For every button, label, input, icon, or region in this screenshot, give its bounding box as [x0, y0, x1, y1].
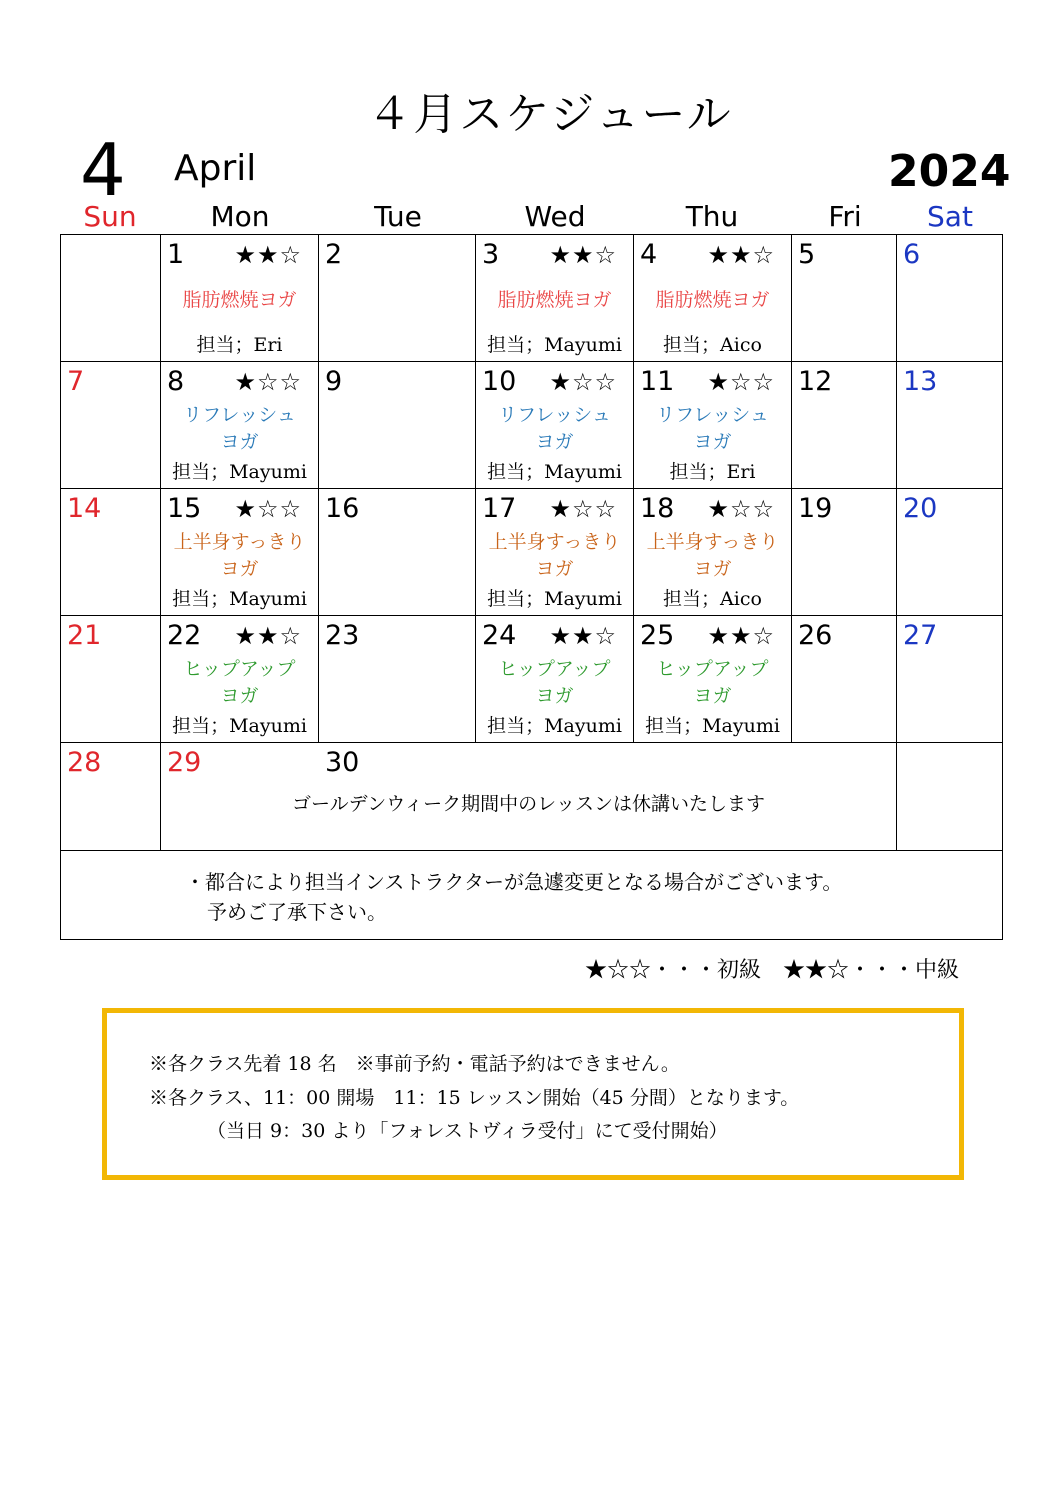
weekday-sat: Sat [927, 200, 973, 233]
class-name [634, 656, 791, 710]
month-name: April [174, 148, 257, 189]
calendar-cell [897, 743, 1003, 851]
weekday-tue: Tue [374, 200, 422, 233]
day-number: 4 [640, 239, 658, 270]
calendar-cell [61, 235, 161, 362]
difficulty-stars: ★☆☆ [707, 495, 775, 523]
calendar-cell [897, 235, 1003, 362]
class-name-line: ヨガ [220, 685, 259, 707]
day-number: 7 [67, 366, 85, 397]
notice-line: ・都合により担当インストラクターが急遽変更となる場合がございます。 [185, 870, 843, 894]
class-name [476, 287, 633, 314]
instructor-name: 担当；Aico [663, 588, 762, 610]
difficulty-stars: ★☆☆ [234, 495, 302, 523]
info-line: ※各クラス、11：00 開場 11：15 レッスン開始（45 分間）となります。 [149, 1087, 800, 1109]
golden-week-notice: ゴールデンウィーク期間中のレッスンは休講いたします [292, 793, 765, 815]
day-number: 28 [67, 747, 102, 778]
class-name-line: 上半身すっきり [646, 531, 779, 553]
class-name [476, 656, 633, 710]
day-number: 13 [903, 366, 938, 397]
calendar-week-row [61, 616, 1003, 743]
calendar-cell [161, 616, 319, 743]
day-number: 22 [167, 620, 202, 651]
class-name-line: 上半身すっきり [173, 531, 306, 553]
calendar-cell [792, 362, 897, 489]
notice-line: 予めご了承下さい。 [207, 900, 387, 924]
info-line: ※各クラス先着 18 名 ※事前予約・電話予約はできません。 [149, 1053, 680, 1075]
weekday-mon: Mon [210, 200, 270, 233]
class-name-line: ヨガ [693, 685, 732, 707]
class-name-line: 上半身すっきり [488, 531, 621, 553]
instructor-name: 担当；Mayumi [645, 715, 780, 737]
difficulty-stars: ★☆☆ [707, 368, 775, 396]
difficulty-stars: ★☆☆ [549, 495, 617, 523]
class-name [634, 287, 791, 314]
day-number: 21 [67, 620, 102, 651]
class-name-line: ヨガ [220, 558, 259, 580]
difficulty-stars: ★★☆ [707, 622, 775, 650]
calendar-cell [897, 489, 1003, 616]
golden-week-cell [161, 743, 897, 851]
day-number: 9 [325, 366, 343, 397]
day-number: 23 [325, 620, 360, 651]
class-name-line: 脂肪燃焼ヨガ [182, 289, 297, 311]
day-number: 24 [482, 620, 517, 651]
class-name [634, 529, 791, 583]
calendar-cell [897, 616, 1003, 743]
calendar-cell [319, 235, 476, 362]
day-number: 25 [640, 620, 675, 651]
month-number: 4 [80, 128, 126, 212]
class-name-line: リフレッシュ [183, 404, 296, 426]
calendar-grid [60, 234, 1003, 940]
day-number: 16 [325, 493, 360, 524]
class-name-line: ヨガ [693, 431, 732, 453]
instructor-name: 担当；Aico [663, 334, 762, 356]
class-name-line: ヨガ [693, 558, 732, 580]
day-number: 17 [482, 493, 517, 524]
instructor-name: 担当；Mayumi [487, 334, 622, 356]
class-name-line: ヨガ [535, 431, 574, 453]
difficulty-stars: ★☆☆ [549, 368, 617, 396]
class-name-line: 脂肪燃焼ヨガ [655, 289, 770, 311]
instructor-name: 担当；Mayumi [487, 588, 622, 610]
difficulty-stars: ★☆☆ [234, 368, 302, 396]
weekday-wed: Wed [524, 200, 586, 233]
class-name-line: ヒップアップ [498, 658, 611, 680]
day-number: 2 [325, 239, 343, 270]
day-number: 19 [798, 493, 833, 524]
day-number: 14 [67, 493, 102, 524]
page-title: ４月スケジュール [367, 89, 733, 140]
calendar-cell [161, 235, 319, 362]
info-line: （当日 9：30 より「フォレストヴィラ受付」にて受付開始） [207, 1120, 728, 1142]
class-name-line: リフレッシュ [498, 404, 611, 426]
calendar-cell [792, 489, 897, 616]
day-number: 27 [903, 620, 938, 651]
calendar-cell [319, 489, 476, 616]
calendar-cell [634, 235, 792, 362]
class-name-line: リフレッシュ [656, 404, 769, 426]
class-name-line: 脂肪燃焼ヨガ [497, 289, 612, 311]
class-name-line: ヨガ [220, 431, 259, 453]
class-name [634, 402, 791, 456]
difficulty-stars: ★★☆ [234, 622, 302, 650]
notice-cell [61, 851, 1003, 940]
calendar-cell [634, 362, 792, 489]
class-name [476, 402, 633, 456]
day-number: 12 [798, 366, 833, 397]
day-number: 6 [903, 239, 921, 270]
class-name [161, 287, 318, 314]
day-number: 20 [903, 493, 938, 524]
year: 2024 [888, 146, 1011, 197]
calendar-cell [476, 489, 634, 616]
info-box [102, 1008, 964, 1180]
difficulty-legend: ★☆☆・・・初級 ★★☆・・・中級 [585, 958, 960, 983]
difficulty-stars: ★★☆ [549, 241, 617, 269]
class-name [161, 402, 318, 456]
calendar-cell [792, 235, 897, 362]
calendar-cell [61, 616, 161, 743]
instructor-name: 担当；Eri [196, 334, 283, 356]
day-number: 5 [798, 239, 816, 270]
instructor-name: 担当；Mayumi [487, 715, 622, 737]
calendar-cell [61, 489, 161, 616]
weekday-fri: Fri [828, 200, 862, 233]
calendar-cell [476, 362, 634, 489]
difficulty-stars: ★★☆ [234, 241, 302, 269]
calendar-cell [634, 616, 792, 743]
calendar-cell [476, 616, 634, 743]
calendar-cell [161, 489, 319, 616]
class-name-line: ヨガ [535, 685, 574, 707]
instructor-name: 担当；Eri [669, 461, 756, 483]
calendar-cell [476, 235, 634, 362]
day-number: 10 [482, 366, 517, 397]
class-name [476, 529, 633, 583]
calendar-week-row [61, 235, 1003, 362]
instructor-name: 担当；Mayumi [172, 715, 307, 737]
calendar-cell [792, 616, 897, 743]
calendar-cell [897, 362, 1003, 489]
class-name-line: ヨガ [535, 558, 574, 580]
class-name [161, 656, 318, 710]
difficulty-stars: ★★☆ [707, 241, 775, 269]
class-name [161, 529, 318, 583]
class-name-line: ヒップアップ [183, 658, 296, 680]
instructor-name: 担当；Mayumi [487, 461, 622, 483]
day-number: 30 [325, 747, 360, 778]
calendar-cell [61, 743, 161, 851]
calendar-week-row [61, 362, 1003, 489]
calendar-cell [319, 362, 476, 489]
calendar-cell [61, 362, 161, 489]
day-number: 1 [167, 239, 185, 270]
calendar-cell [634, 489, 792, 616]
instructor-name: 担当；Mayumi [172, 588, 307, 610]
day-number: 15 [167, 493, 202, 524]
weekday-thu: Thu [685, 200, 739, 233]
day-number: 18 [640, 493, 675, 524]
instructor-name: 担当；Mayumi [172, 461, 307, 483]
day-number: 3 [482, 239, 500, 270]
calendar-week-row [61, 489, 1003, 616]
difficulty-stars: ★★☆ [549, 622, 617, 650]
day-number: 29 [167, 747, 202, 778]
day-number: 26 [798, 620, 833, 651]
calendar-cell [319, 616, 476, 743]
weekday-sun: Sun [83, 200, 137, 233]
class-name-line: ヒップアップ [656, 658, 769, 680]
day-number: 11 [640, 366, 675, 397]
day-number: 8 [167, 366, 185, 397]
calendar-cell [161, 362, 319, 489]
